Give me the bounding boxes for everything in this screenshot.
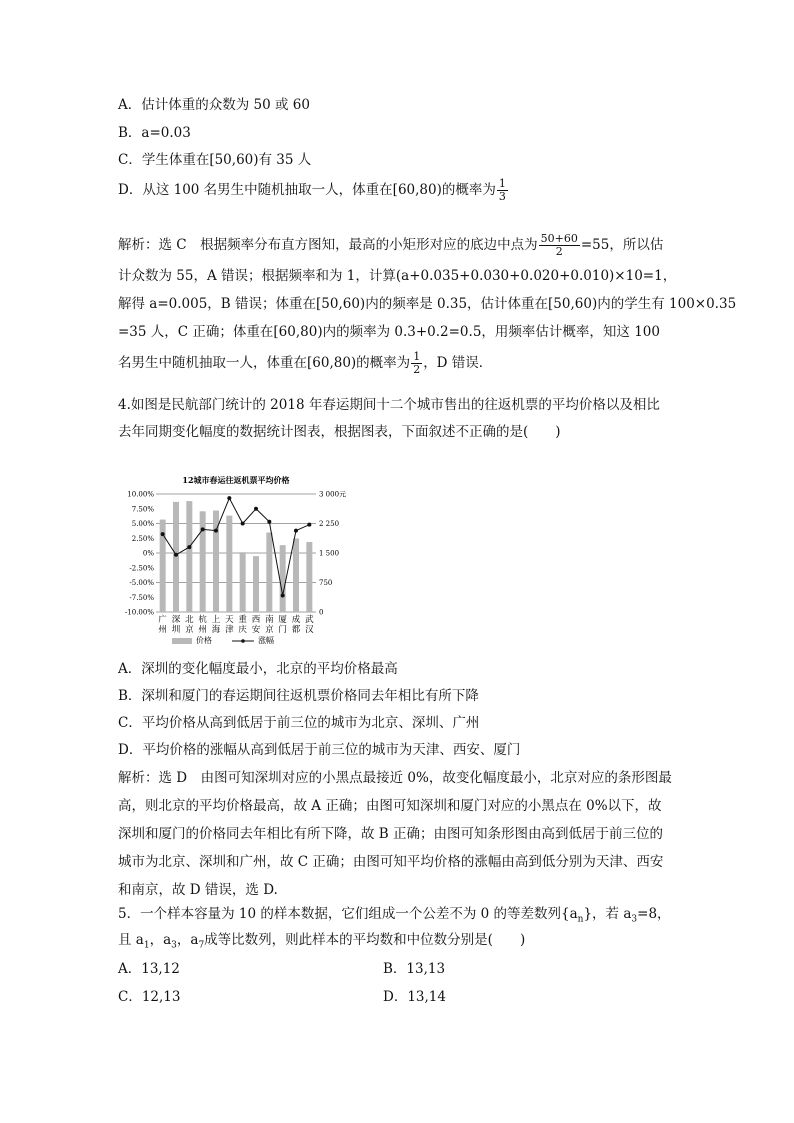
fraction-denominator: 2 — [555, 245, 563, 258]
q3-analysis-text: 解析：选 C 根据频率分布直方图知，最高的小矩形对应的底边中点为 — [118, 237, 538, 253]
change-rate-line — [163, 498, 310, 595]
right-tick-label: 3 000元 — [319, 490, 347, 499]
category-label: 北 — [185, 615, 194, 625]
subscript: n — [577, 914, 584, 925]
category-label: 京 — [265, 625, 274, 635]
q4-option-d: D．平均价格的涨幅从高到低居于前三位的城市为天津、西安、厦门 — [118, 742, 521, 758]
category-label: 上 — [211, 615, 221, 625]
left-tick-label: 10.00% — [127, 490, 154, 499]
q5-option-c: C．12,13 — [118, 989, 181, 1005]
bar-南京 — [266, 533, 272, 612]
q3-analysis-line-3: 解得 a=0.005，B 错误；体重在[50,60)内的频率是 0.35，估计体重在[50,60)内的学生有 100×0.35 — [118, 296, 737, 312]
bar-武汉 — [306, 542, 312, 612]
bar-深圳 — [173, 502, 179, 612]
point-杭州 — [201, 527, 205, 531]
price-change-chart — [120, 470, 360, 650]
point-武汉 — [307, 523, 311, 527]
left-tick-label: 0% — [142, 549, 154, 558]
q5-stem-line-1 — [118, 905, 671, 929]
category-label: 南 — [265, 615, 274, 625]
q3-option-a: A．估计体重的众数为 50 或 60 — [118, 97, 310, 113]
category-label: 西 — [251, 615, 261, 625]
q4-analysis-line-4: 城市为北京、深圳和广州，故 C 正确；由图可知平均价格的涨幅由高到低分别为天津、西安 — [118, 854, 664, 870]
category-label: 京 — [185, 625, 194, 635]
category-label: 圳 — [171, 625, 181, 635]
q3-option-d — [118, 178, 509, 203]
point-天津 — [227, 496, 231, 500]
point-广州 — [161, 532, 165, 536]
category-label: 重 — [238, 615, 247, 625]
right-tick-label: 0 — [319, 608, 324, 617]
q5-text: 5．一个样本容量为 10 的样本数据，它们组成一个公差不为 0 的等差数列{a — [118, 906, 578, 922]
point-南京 — [267, 520, 271, 524]
q4-option-a: A．深圳的变化幅度最小，北京的平均价格最高 — [118, 661, 398, 677]
category-label: 安 — [251, 625, 261, 635]
category-label: 津 — [225, 625, 234, 635]
q3-analysis-line-2: 计众数为 55，A 错误；根据频率和为 1，计算(a+0.035+0.030+0.020+0.010)×10=1， — [118, 268, 677, 284]
q3-analysis-line-5 — [118, 351, 492, 376]
left-tick-label: 2.50% — [131, 534, 154, 543]
q3-analysis-text: ，D 错误． — [423, 355, 493, 371]
legend-line-label: 涨幅 — [258, 636, 274, 645]
q3-option-c: C．学生体重在[50,60)有 35 人 — [118, 152, 312, 168]
q5-option-d: D．13,14 — [383, 989, 446, 1005]
category-label: 广 — [158, 615, 167, 625]
q5-text: ，a — [176, 932, 199, 948]
q5-stem-line-2 — [118, 931, 525, 955]
bar-西安 — [253, 556, 259, 612]
point-西安 — [254, 507, 258, 511]
q4-stem-line-2: 去年同期变化幅度的数据统计图表，根据图表，下面叙述不正确的是( ) — [118, 424, 561, 440]
q4-analysis-line-3: 深圳和厦门的价格同去年相比有所下降，故 B 正确；由图可知条形图由高到低居于前三位的 — [118, 826, 664, 842]
q5-text: 且 a — [118, 932, 144, 948]
q5-text: =8， — [637, 906, 671, 922]
category-label: 州 — [198, 625, 207, 635]
category-label: 武 — [305, 615, 314, 625]
q3-analysis-text: 名男生中随机抽取一人，体重在[60,80)的概率为 — [118, 355, 411, 371]
fraction-numerator: 1 — [498, 177, 506, 190]
category-label: 庆 — [238, 625, 247, 635]
left-tick-label: -10.00% — [124, 608, 154, 617]
q3-analysis-text: =55，所以估 — [580, 237, 664, 253]
point-深圳 — [174, 553, 178, 557]
left-tick-label: -5.00% — [129, 579, 154, 587]
legend-bar-label: 价格 — [196, 636, 212, 645]
q3-option-b: B．a=0.03 — [118, 125, 191, 141]
q4-option-c: C．平均价格从高到低居于前三位的城市为北京、深圳、广州 — [118, 715, 480, 731]
q4-option-b: B．深圳和厦门的春运期间往返机票价格同去年相比有所下降 — [118, 688, 479, 704]
q4-analysis-line-5: 和南京，故 D 错误，选 D. — [118, 882, 278, 898]
category-label: 厦 — [278, 615, 287, 625]
q3-analysis-line-4: =35 人，C 正确；体重在[60,80)内的频率为 0.3+0.2=0.5，用频率估计概率，知这 100 — [118, 324, 660, 340]
legend-line-marker — [241, 639, 245, 643]
point-厦门 — [281, 593, 285, 597]
right-tick-label: 1 500 — [319, 549, 340, 558]
category-label: 州 — [158, 625, 167, 635]
fraction-denominator: 3 — [498, 190, 506, 203]
bar-北京 — [186, 501, 192, 612]
bar-杭州 — [200, 511, 206, 612]
subscript: 1 — [143, 940, 150, 951]
category-label: 杭 — [198, 615, 207, 625]
category-label: 成 — [291, 615, 301, 625]
fraction-numerator: 50+60 — [540, 232, 578, 245]
legend-bar-swatch — [172, 638, 192, 644]
q4-analysis-line-2: 高，则北京的平均价格最高，故 A 正确；由图可知深圳和厦门对应的小黑点在 0%以下，故 — [118, 798, 662, 814]
bar-成都 — [293, 538, 299, 612]
q3-option-d-text: D．从这 100 名男生中随机抽取一人，体重在[60,80)的概率为 — [118, 182, 496, 198]
category-label: 都 — [291, 625, 301, 635]
q5-text: ，a — [149, 932, 172, 948]
category-label: 天 — [225, 615, 234, 625]
fraction-denominator: 2 — [413, 363, 421, 376]
q5-option-a: A．13,12 — [118, 961, 180, 977]
q4-analysis-line-1: 解析：选 D 由图可知深圳对应的小黑点最接近 0%，故变化幅度最小，北京对应的条形图最 — [118, 770, 672, 786]
subscript: 3 — [171, 940, 177, 951]
subscript: 7 — [198, 940, 205, 951]
q3-analysis-line-1 — [118, 233, 663, 258]
left-tick-label: 5.00% — [131, 520, 154, 528]
category-label: 海 — [211, 625, 221, 635]
category-label: 门 — [278, 625, 287, 635]
category-label: 汉 — [305, 625, 314, 635]
fraction — [497, 178, 508, 203]
bar-重庆 — [240, 552, 246, 612]
chart-title: 12城市春运往返机票平均价格 — [182, 475, 290, 485]
fraction-numerator: 1 — [413, 350, 421, 363]
point-成都 — [294, 529, 298, 533]
q4-stem-line-1: 4.如图是民航部门统计的 2018 年春运期间十二个城市售出的往返机票的平均价格以及相比 — [118, 397, 660, 413]
fraction — [539, 233, 580, 258]
point-上海 — [214, 529, 218, 533]
q5-text: }，若 a — [583, 906, 632, 922]
right-tick-label: 750 — [319, 579, 333, 587]
bar-厦门 — [280, 545, 286, 612]
left-tick-label: 7.50% — [131, 505, 154, 514]
q5-option-b: B．13,13 — [383, 961, 446, 977]
category-label: 深 — [171, 615, 181, 625]
point-重庆 — [241, 522, 245, 526]
right-tick-label: 2 250 — [319, 520, 340, 528]
bar-天津 — [226, 516, 232, 612]
point-北京 — [187, 545, 191, 549]
fraction — [411, 351, 422, 376]
subscript: 3 — [631, 914, 638, 925]
left-tick-label: -7.50% — [129, 593, 154, 602]
q5-text: 成等比数列，则此样本的平均数和中位数分别是( ) — [204, 932, 526, 948]
left-tick-label: -2.50% — [129, 564, 154, 573]
